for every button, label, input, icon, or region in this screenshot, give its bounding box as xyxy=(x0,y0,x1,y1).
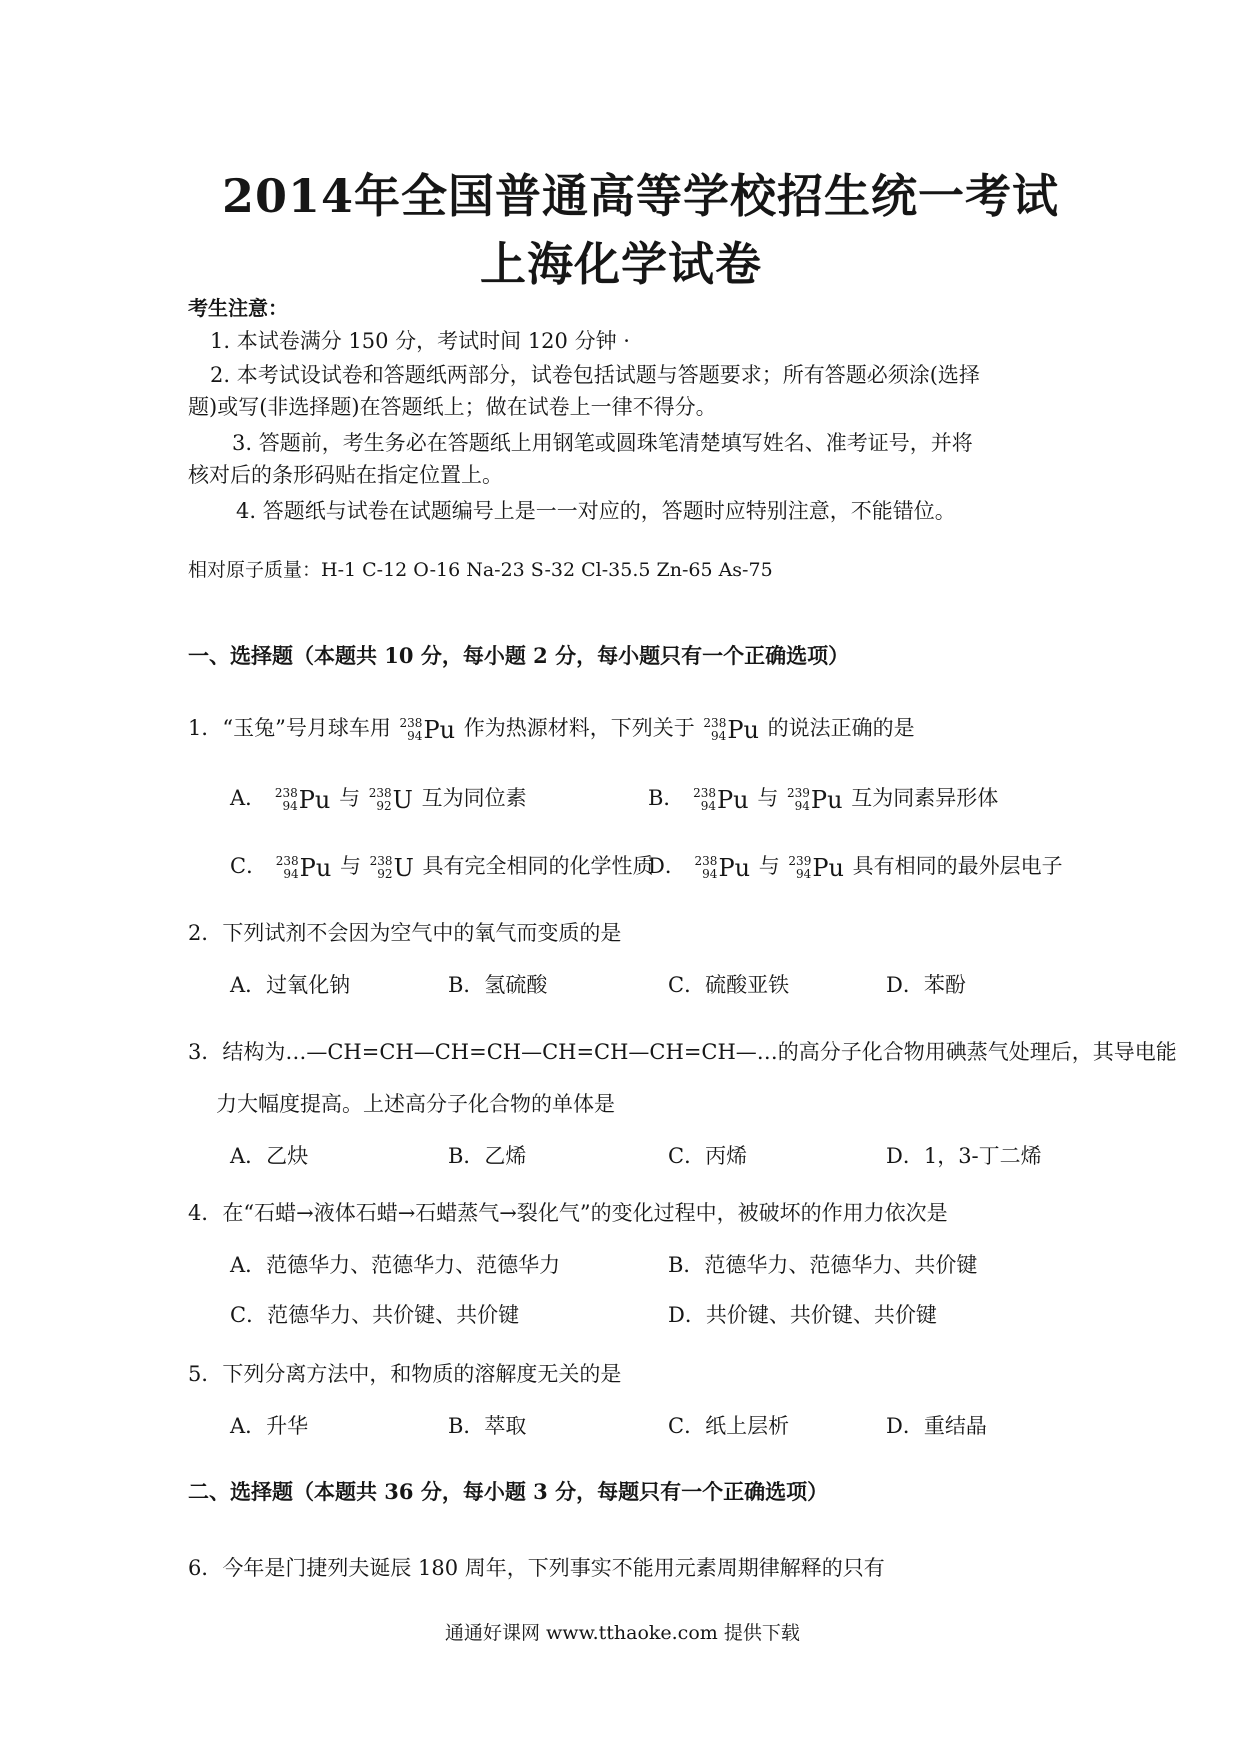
option-text: 具有相同的最外层电子 xyxy=(852,854,1063,878)
nuclide-atomic: 92 xyxy=(376,798,392,813)
option-joiner: 与 xyxy=(339,786,361,810)
q1-option-a xyxy=(230,782,527,814)
notice-item-2: 2. 本考试设试卷和答题纸两部分，试卷包括试题与答题要求；所有答题必须涂(选择 xyxy=(210,363,980,387)
option-text: 互为同位素 xyxy=(421,786,527,810)
option-joiner: 与 xyxy=(757,786,779,810)
notice-item-1: 1. 本试卷满分 150 分，考试时间 120 分钟 · xyxy=(210,329,630,353)
nuclide-symbol: Pu xyxy=(810,785,843,814)
nuclide-atomic: 94 xyxy=(282,798,298,813)
nuclide-mass: 239 xyxy=(787,785,810,800)
option-text: 具有完全相同的化学性质 xyxy=(422,854,654,878)
q1-prefix: 1．“玉兔”号月球车用 xyxy=(188,716,391,740)
notice-item-3-cont: 核对后的条形码贴在指定位置上。 xyxy=(188,463,503,487)
atomic-masses: 相对原子质量：H-1 C-12 O-16 Na-23 S-32 Cl-35.5 Zn-65 As-75 xyxy=(188,559,773,581)
nuclide-symbol: U xyxy=(393,853,414,882)
nuclide-mass: 238 xyxy=(369,853,393,868)
nuclide xyxy=(693,786,749,814)
question-3-line-2: 力大幅度提高。上述高分子化合物的单体是 xyxy=(216,1092,615,1116)
notice-item-2-cont: 题)或写(非选择题)在答题纸上；做在试卷上一律不得分。 xyxy=(188,395,717,419)
option-label: D． xyxy=(648,854,686,878)
nuclide-atomic: 94 xyxy=(283,866,299,881)
nuclide-symbol: Pu xyxy=(423,715,456,744)
q3-option-c: C．丙烯 xyxy=(668,1144,748,1168)
q5-option-c: C．纸上层析 xyxy=(668,1414,790,1438)
nuclide-atomic: 92 xyxy=(377,866,393,881)
nuclide-symbol: Pu xyxy=(717,785,749,814)
nuclide-pu238 xyxy=(703,716,759,744)
question-3-line-1: 3．结构为…—CH=CH—CH=CH—CH=CH—CH=CH—…的高分子化合物用碘蒸气处理后，其导电能 xyxy=(188,1040,1177,1064)
nuclide-atomic: 94 xyxy=(700,798,717,813)
q2-option-d: D．苯酚 xyxy=(886,973,966,997)
question-4: 4．在“石蜡→液体石蜡→石蜡蒸气→裂化气”的变化过程中，被破坏的作用力依次是 xyxy=(188,1201,948,1225)
nuclide xyxy=(275,786,331,814)
nuclide-mass: 238 xyxy=(274,785,298,800)
question-6: 6．今年是门捷列夫诞辰 180 周年，下列事实不能用元素周期律解释的只有 xyxy=(188,1556,885,1580)
q3-option-b: B．乙烯 xyxy=(448,1144,527,1168)
q3-option-a: A．乙炔 xyxy=(230,1144,309,1168)
q3-option-d: D．1，3-丁二烯 xyxy=(886,1144,1042,1168)
nuclide-symbol: U xyxy=(392,785,413,814)
q1-option-b xyxy=(648,782,998,814)
q4-option-c: C．范德华力、共价键、共价键 xyxy=(230,1303,520,1327)
nuclide-mass: 238 xyxy=(399,715,423,730)
nuclide-atomic: 94 xyxy=(702,866,718,881)
q1-suffix: 的说法正确的是 xyxy=(767,716,915,740)
section-2-heading: 二、选择题（本题共 36 分，每小题 3 分，每题只有一个正确选项） xyxy=(188,1479,829,1504)
q2-option-c: C．硫酸亚铁 xyxy=(668,973,790,997)
option-joiner: 与 xyxy=(339,854,361,878)
nuclide-symbol: Pu xyxy=(298,785,331,814)
nuclide-symbol: Pu xyxy=(727,715,759,744)
footer-credit: 通通好课网 www.tthaoke.com 提供下载 xyxy=(445,1622,800,1644)
q4-option-b: B．范德华力、范德华力、共价键 xyxy=(668,1253,978,1277)
question-1 xyxy=(188,712,915,744)
nuclide-mass: 239 xyxy=(788,853,812,868)
option-joiner: 与 xyxy=(758,854,780,878)
nuclide-mass: 238 xyxy=(275,853,299,868)
nuclide-symbol: Pu xyxy=(718,853,751,882)
q5-option-b: B．萃取 xyxy=(448,1414,527,1438)
option-label: B． xyxy=(648,786,685,810)
q2-option-b: B．氢硫酸 xyxy=(448,973,548,997)
notice-item-4: 4. 答题纸与试卷在试题编号上是一一对应的，答题时应特别注意，不能错位。 xyxy=(236,499,956,523)
q1-option-c xyxy=(230,850,653,882)
q1-mid: 作为热源材料，下列关于 xyxy=(463,716,695,740)
title-line-2: 上海化学试卷 xyxy=(480,237,762,291)
q2-option-a: A．过氧化钠 xyxy=(230,973,351,997)
nuclide-mass: 238 xyxy=(703,715,727,730)
notice-heading: 考生注意： xyxy=(188,296,288,320)
nuclide-atomic: 94 xyxy=(796,866,812,881)
option-label: A． xyxy=(230,786,267,810)
nuclide xyxy=(369,786,413,814)
option-label: C． xyxy=(230,854,268,878)
q4-option-a: A．范德华力、范德华力、范德华力 xyxy=(230,1253,561,1277)
nuclide xyxy=(276,854,332,882)
q1-option-d xyxy=(648,850,1063,882)
title-line-1: 2014年全国普通高等学校招生统一考试 xyxy=(222,169,1060,223)
nuclide xyxy=(788,854,844,882)
nuclide-symbol: Pu xyxy=(812,853,844,882)
section-1-heading: 一、选择题（本题共 10 分，每小题 2 分，每小题只有一个正确选项） xyxy=(188,643,850,668)
nuclide-pu238 xyxy=(400,716,456,744)
nuclide-mass: 238 xyxy=(694,853,718,868)
nuclide xyxy=(695,854,751,882)
notice-item-3: 3. 答题前，考生务必在答题纸上用钢笔或圆珠笔清楚填写姓名、准考证号，并将 xyxy=(232,431,973,455)
q5-option-d: D．重结晶 xyxy=(886,1414,987,1438)
nuclide-mass: 238 xyxy=(693,785,717,800)
nuclide-symbol: Pu xyxy=(299,853,332,882)
nuclide xyxy=(370,854,414,882)
q4-option-d: D．共价键、共价键、共价键 xyxy=(668,1303,937,1327)
nuclide-atomic: 94 xyxy=(711,728,727,743)
option-text: 互为同素异形体 xyxy=(851,786,999,810)
question-2: 2．下列试剂不会因为空气中的氧气而变质的是 xyxy=(188,921,622,945)
nuclide-atomic: 94 xyxy=(794,798,810,813)
nuclide xyxy=(787,786,843,814)
nuclide-atomic: 94 xyxy=(407,728,423,743)
question-5: 5．下列分离方法中，和物质的溶解度无关的是 xyxy=(188,1362,622,1386)
q5-option-a: A．升华 xyxy=(230,1414,309,1438)
nuclide-mass: 238 xyxy=(368,785,392,800)
